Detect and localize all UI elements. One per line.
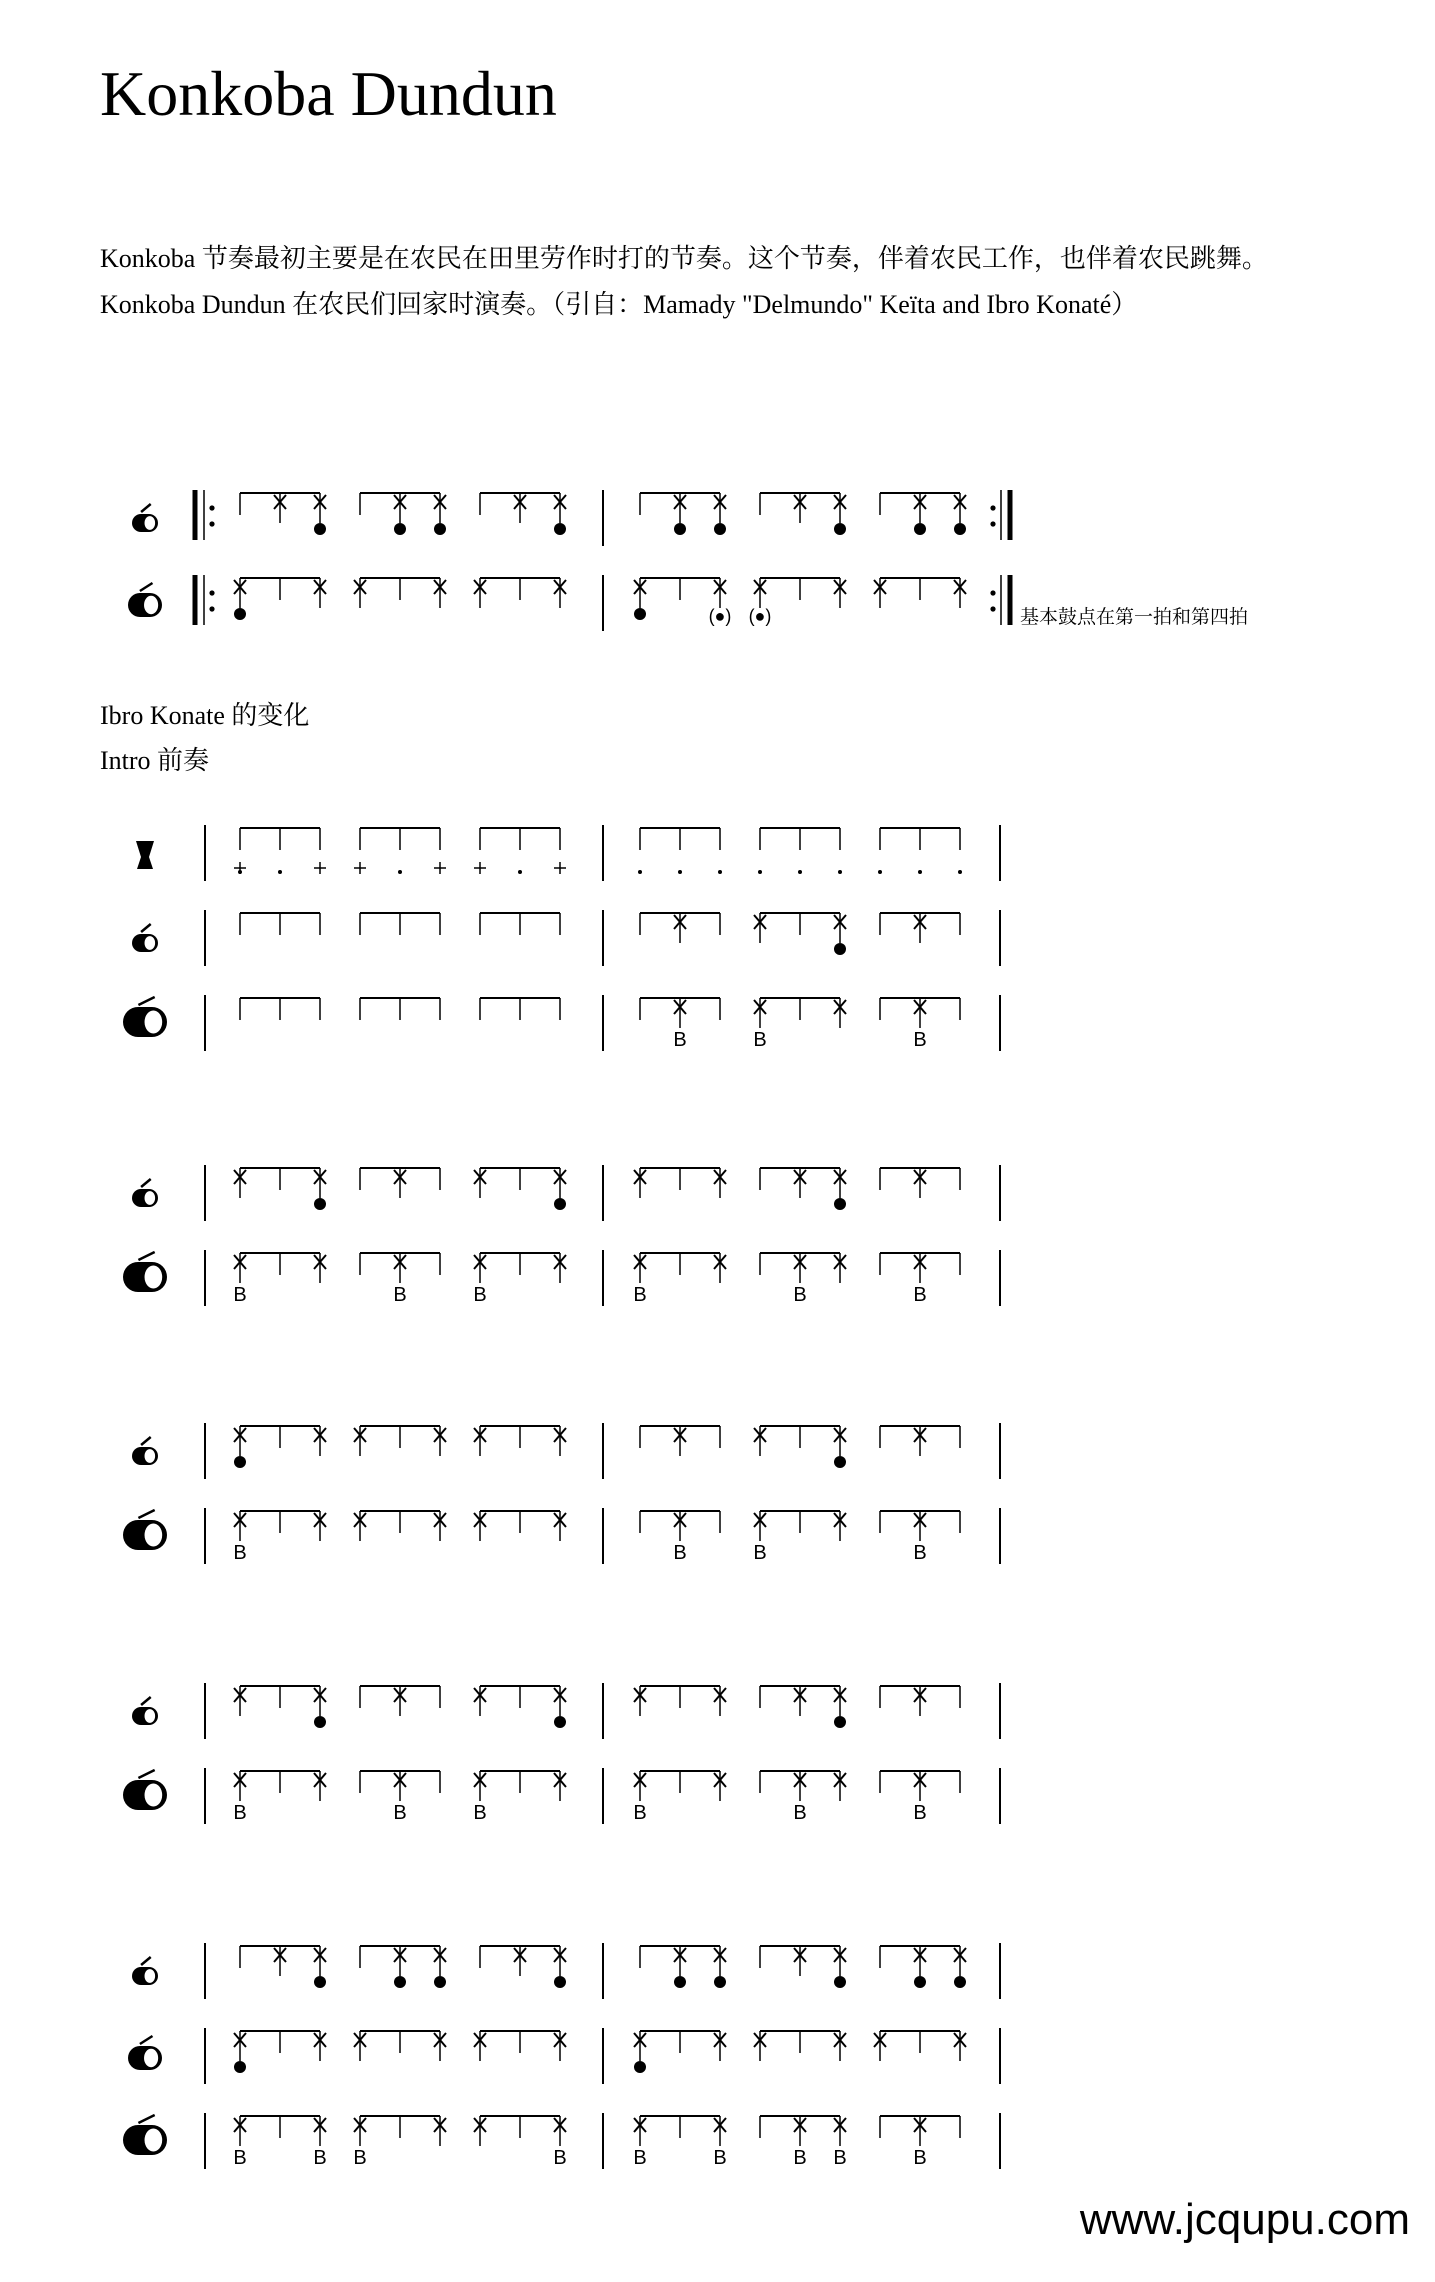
bass-label: B [913,2147,927,2169]
slap-dot [398,870,402,874]
open-stroke-dot [314,1976,326,1988]
dundunba-icon [123,1252,167,1292]
drum-stick [140,2036,153,2044]
drum-head [145,1523,163,1546]
bass-label: B [233,2147,247,2169]
kenkeni-icon [132,1437,158,1465]
bass-label: B [673,1542,687,1564]
open-stroke-dot [314,523,326,535]
bass-label: B [913,1284,927,1306]
open-stroke-dot [434,523,446,535]
slap-dot [878,870,882,874]
open-stroke-dot [634,608,646,620]
slap-dot [678,870,682,874]
drum-head [145,2128,163,2151]
kenkeni-icon [132,924,158,952]
repeat-dot [990,590,995,595]
variation-label: Ibro Konate 的变化 [100,701,310,730]
open-stroke-dot [914,1976,926,1988]
bass-label: B [353,2147,367,2169]
drum-stick [141,1437,151,1445]
dundunba-icon [123,2115,167,2155]
repeat-dot [209,521,214,526]
repeat-dot [990,606,995,611]
bass-label: B [473,1284,487,1306]
bass-label: B [793,1802,807,1824]
bass-label: B [633,1802,647,1824]
open-stroke-dot [674,1976,686,1988]
drum-stick [138,997,154,1005]
bass-label: B [473,1802,487,1824]
open-stroke-dot [714,523,726,535]
repeat-dot [990,505,995,510]
kenkeni-icon [132,1697,158,1725]
open-stroke-dot [834,943,846,955]
sangban-icon [128,583,162,617]
open-stroke-dot [834,1976,846,1988]
drum-stick [141,924,151,932]
intro-paragraph: Konkoba 节奏最初主要是在农民在田里劳作时打的节奏。这个节奏，伴着农民工作，也伴着农民跳舞。Konkoba Dundun 在农民们回家时演奏。（引自：Mamady "Delmundo" Keïta and Ibro Konaté） [100,244,1268,319]
open-stroke-dot [234,2061,246,2073]
bass-label: B [393,1284,407,1306]
slap-dot [238,870,242,874]
drum-head [145,1265,163,1288]
open-stroke-dot [314,1198,326,1210]
repeat-dot [209,505,214,510]
slap-dot [798,870,802,874]
repeat-dot [209,606,214,611]
drum-stick [141,1957,151,1965]
page-title: Konkoba Dundun [100,58,557,129]
open-stroke-dot [954,523,966,535]
open-stroke-dot [914,523,926,535]
bass-label: B [233,1542,247,1564]
drum-head [145,936,156,950]
open-stroke-dot [554,523,566,535]
open-stroke-dot [554,1198,566,1210]
open-stroke-dot [314,1716,326,1728]
kenkeni-icon [132,1179,158,1207]
drum-head [145,1783,163,1806]
bass-label: B [313,2147,327,2169]
djembe-shape [136,841,154,869]
bass-label: B [633,1284,647,1306]
open-stroke-dot [234,1456,246,1468]
drum-head [144,596,158,614]
dundunba-icon [123,1770,167,1810]
open-stroke-dot [554,1716,566,1728]
bass-label: B [793,1284,807,1306]
open-stroke-dot [714,1976,726,1988]
footer-watermark: www.jcqupu.com [1079,2195,1410,2244]
bass-label: B [713,2147,727,2169]
open-stroke-dot [834,1198,846,1210]
ghost-note-label: (●) [748,606,772,626]
djembe-icon [136,841,154,869]
bass-label: B [913,1029,927,1051]
intro-section-label: Intro 前奏 [100,746,210,775]
drum-stick [141,504,151,512]
slap-dot [638,870,642,874]
open-stroke-dot [834,1716,846,1728]
bass-label: B [673,1029,687,1051]
drum-head [145,1010,163,1033]
bass-label: B [793,2147,807,2169]
repeat-dot [209,590,214,595]
open-stroke-dot [234,608,246,620]
drum-stick [138,2115,154,2123]
bass-label: B [633,2147,647,2169]
drum-stick [141,1179,151,1187]
drum-stick [141,1697,151,1705]
bass-label: B [233,1802,247,1824]
repeat-dot [990,521,995,526]
open-stroke-dot [634,2061,646,2073]
drum-head [145,1969,156,1983]
slap-dot [518,870,522,874]
open-stroke-dot [394,1976,406,1988]
drum-head [144,2049,158,2067]
drum-stick [138,1252,154,1260]
drum-head [145,1191,156,1205]
slap-dot [958,870,962,874]
bass-label: B [753,1029,767,1051]
slap-dot [718,870,722,874]
slap-dot [758,870,762,874]
kenkeni-icon [132,504,158,532]
open-stroke-dot [674,523,686,535]
beat-note: 基本鼓点在第一拍和第四拍 [1020,607,1249,628]
bass-label: B [913,1542,927,1564]
drum-stick [140,583,153,591]
drum-head [145,1449,156,1463]
dundunba-icon [123,1510,167,1550]
bass-label: B [753,1542,767,1564]
dundunba-icon [123,997,167,1037]
open-stroke-dot [834,1456,846,1468]
ghost-note-label: (●) [708,606,732,626]
open-stroke-dot [434,1976,446,1988]
slap-dot [278,870,282,874]
open-stroke-dot [394,523,406,535]
sangban-icon [128,2036,162,2070]
kenkeni-icon [132,1957,158,1985]
open-stroke-dot [554,1976,566,1988]
bass-label: B [833,2147,847,2169]
drum-stick [138,1770,154,1778]
drum-head [145,516,156,530]
bass-label: B [233,1284,247,1306]
bass-label: B [913,1802,927,1824]
bass-label: B [393,1802,407,1824]
slap-dot [918,870,922,874]
open-stroke-dot [834,523,846,535]
drum-head [145,1709,156,1723]
open-stroke-dot [954,1976,966,1988]
bass-label: B [553,2147,567,2169]
drum-stick [138,1510,154,1518]
slap-dot [838,870,842,874]
